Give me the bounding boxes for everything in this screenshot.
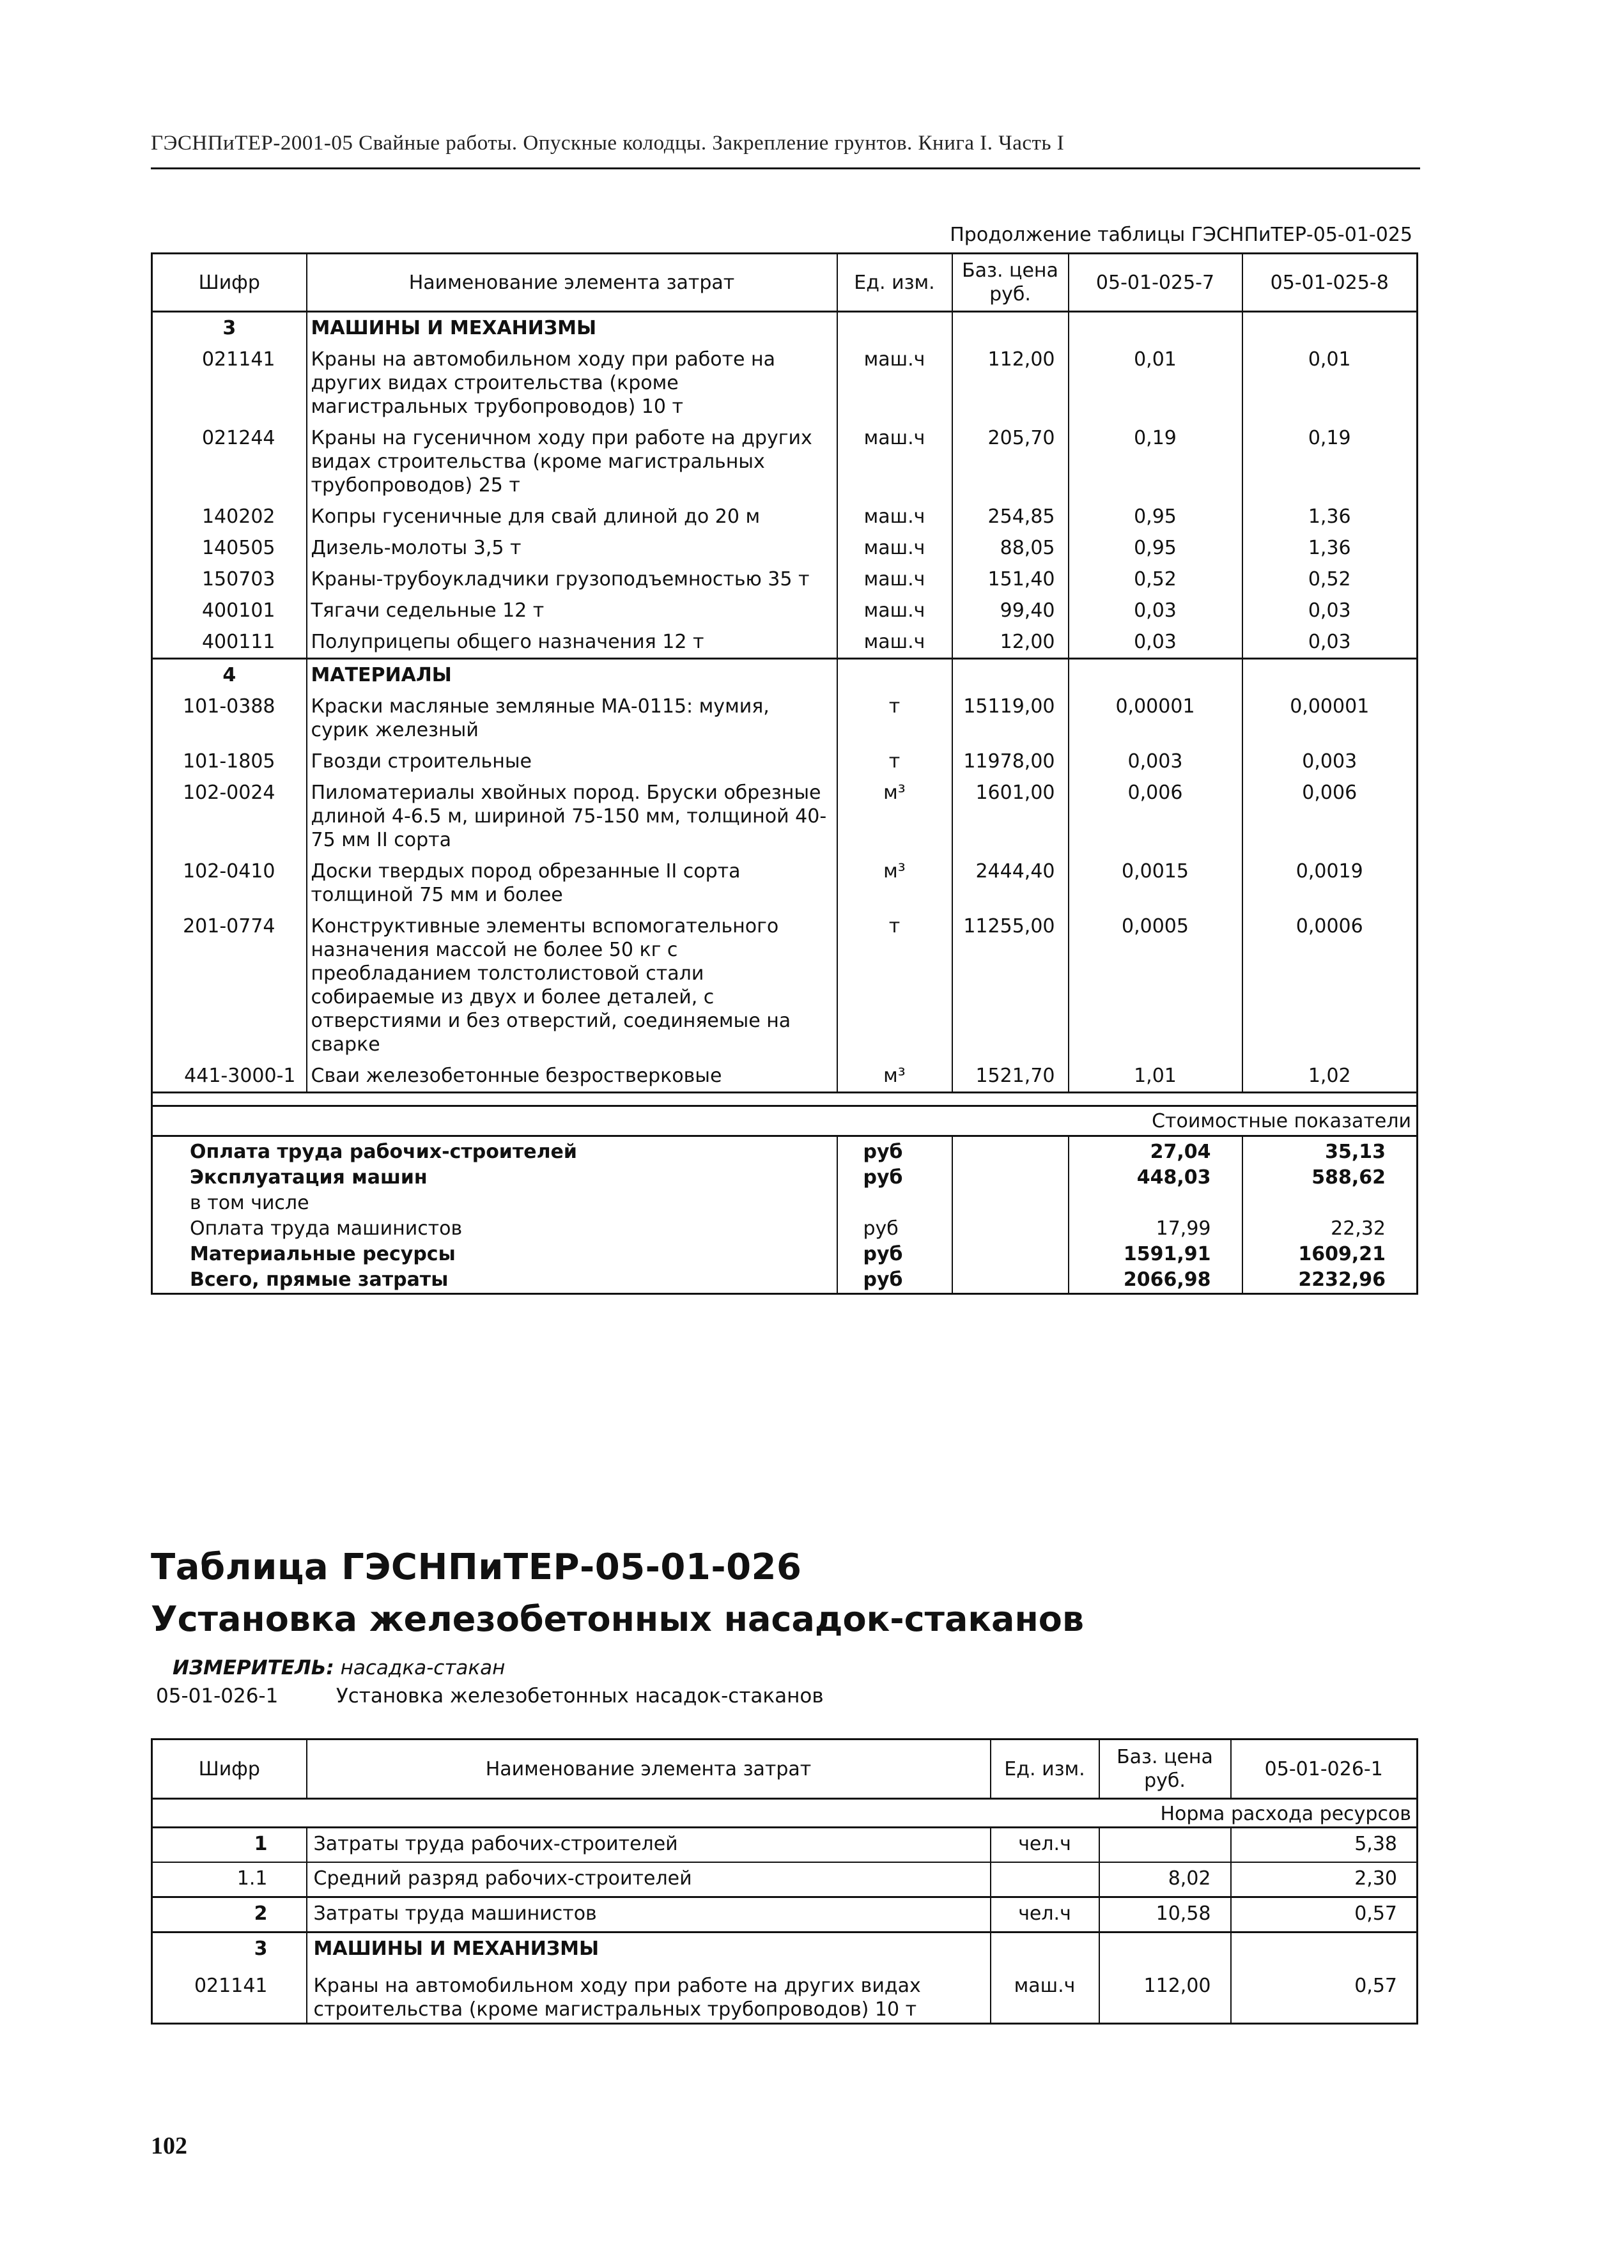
row-price: 15119,00 <box>952 691 1069 746</box>
col-name-header: Наименование элемента затрат <box>307 1740 991 1799</box>
row-code: 441-3000-1 <box>152 1060 307 1093</box>
row-unit: маш.ч <box>837 422 952 501</box>
row-unit: маш.ч <box>837 595 952 626</box>
row-name: Гвозди строительные <box>307 746 837 777</box>
row-price: 88,05 <box>952 532 1069 564</box>
summary-value-2: 22,32 <box>1331 1217 1386 1240</box>
col-price-header: Баз. цена руб. <box>952 254 1069 312</box>
row-price: 2444,40 <box>952 856 1069 911</box>
row-price <box>1099 1828 1231 1863</box>
resource-table-026 <box>151 1738 1418 2025</box>
row-norm2: 1,02 <box>1308 1065 1351 1087</box>
page-number: 102 <box>151 2133 187 2159</box>
summary-name: Оплата труда рабочих-строителей <box>152 1136 837 1166</box>
item-name: Установка железобетонных насадок-стаканов <box>336 1685 824 1708</box>
row-code: 150703 <box>152 564 307 595</box>
row-price <box>1099 1932 1231 1967</box>
col-code-header: Шифр <box>152 254 307 312</box>
summary-value-1: 27,04 <box>1069 1136 1242 1166</box>
summary-value-2: 2232,96 <box>1298 1269 1386 1291</box>
row-price: 99,40 <box>952 595 1069 626</box>
measurer-value: насадка-стакан <box>340 1656 506 1679</box>
summary-unit: руб <box>837 1216 952 1242</box>
table-row <box>152 777 1418 856</box>
row-norm1: 0,57 <box>1231 1897 1418 1932</box>
row-unit: м³ <box>837 777 952 856</box>
row-name: Краны на гусеничном ходу при работе на других видах строительства (кроме магистральных трубопроводов) 25 т <box>307 422 837 501</box>
row-unit: маш.ч <box>837 501 952 532</box>
summary-value-1 <box>1069 1191 1242 1216</box>
summary-unit: руб <box>837 1165 952 1191</box>
row-norm2: 0,03 <box>1308 631 1351 653</box>
row-price: 1521,70 <box>952 1060 1069 1093</box>
row-norm1: 0,95 <box>1069 532 1242 564</box>
row-name: Краны-трубоукладчики грузоподъемностью 35 т <box>307 564 837 595</box>
row-name: Копры гусеничные для свай длиной до 20 м <box>307 501 837 532</box>
table-subtitle: Установка железобетонных насадок-стаканов <box>151 1599 1085 1639</box>
summary-row <box>152 1267 1418 1294</box>
row-norm1: 5,38 <box>1231 1828 1418 1863</box>
row-price: 10,58 <box>1099 1897 1231 1932</box>
row-price: 11255,00 <box>952 911 1069 1060</box>
resource-table-025 <box>151 252 1418 1295</box>
row-code: 1.1 <box>152 1862 307 1897</box>
row-code: 140202 <box>152 501 307 532</box>
summary-row <box>152 1136 1418 1166</box>
row-unit: маш.ч <box>991 1966 1099 2024</box>
measurer-line <box>173 1656 505 1679</box>
table-row <box>152 691 1418 746</box>
row-name: Конструктивные элементы вспомогательного назначения массой не более 50 кг с преобладанием толстолистовой стали собираемые из двух и более деталей, с отверстиями и без отверстий, соединяемые на сварке <box>307 911 837 1060</box>
col-code-header: Шифр <box>152 1740 307 1799</box>
row-norm1 <box>1231 1932 1418 1967</box>
row-unit <box>991 1862 1099 1897</box>
row-norm2: 0,52 <box>1308 568 1351 590</box>
summary-name: Материальные ресурсы <box>190 1243 456 1265</box>
table-row <box>152 344 1418 422</box>
table-row <box>152 564 1418 595</box>
summary-value-2 <box>1242 1191 1418 1216</box>
summary-name: Эксплуатация машин <box>190 1166 428 1189</box>
row-name: Затраты труда рабочих-строителей <box>307 1828 991 1863</box>
row-norm2: 0,0019 <box>1295 860 1363 883</box>
item-line <box>156 1685 824 1708</box>
running-header: ГЭСНПиТЕР-2001-05 Свайные работы. Опускные колодцы. Закрепление грунтов. Книга I. Часть I <box>151 132 1065 155</box>
row-norm2: 1,36 <box>1308 505 1351 528</box>
row-norm2: 1,36 <box>1308 537 1351 559</box>
table-spacer <box>152 1093 1418 1106</box>
row-norm2: 0,0006 <box>1295 915 1363 937</box>
summary-value-1: 2066,98 <box>1069 1267 1242 1294</box>
continuation-caption: Продолжение таблицы ГЭСНПиТЕР-05-01-025 <box>950 224 1412 246</box>
section-row <box>152 1932 1418 1967</box>
table-header-row <box>152 1740 1418 1799</box>
row-norm1: 0,0015 <box>1069 856 1242 911</box>
row-norm2: 0,003 <box>1302 750 1357 773</box>
section-code: 3 <box>152 312 307 344</box>
item-code: 05-01-026-1 <box>156 1685 279 1708</box>
row-unit: м³ <box>837 1060 952 1093</box>
table-row <box>152 1862 1418 1897</box>
summary-value-2: 35,13 <box>1242 1136 1418 1166</box>
row-code: 101-0388 <box>152 691 307 746</box>
col-norm2-header: 05-01-025-8 <box>1242 254 1418 312</box>
row-name: Краски масляные земляные МА-0115: мумия, сурик железный <box>307 691 837 746</box>
row-code: 1 <box>152 1828 307 1863</box>
row-price: 8,02 <box>1099 1862 1231 1897</box>
summary-value-1: 448,03 <box>1069 1165 1242 1191</box>
row-unit: маш.ч <box>837 564 952 595</box>
col-norm1-header: 05-01-026-1 <box>1231 1740 1418 1799</box>
row-price: 112,00 <box>952 344 1069 422</box>
table-row <box>152 1828 1418 1863</box>
summary-caption: Стоимостные показатели <box>152 1106 1418 1136</box>
row-code: 102-0410 <box>152 856 307 911</box>
row-norm1: 0,52 <box>1069 564 1242 595</box>
section-title: МАШИНЫ И МЕХАНИЗМЫ <box>307 1932 991 1967</box>
summary-row <box>152 1216 1418 1242</box>
row-unit: т <box>837 691 952 746</box>
col-name-header: Наименование элемента затрат <box>307 254 837 312</box>
row-code: 102-0024 <box>152 777 307 856</box>
row-unit: маш.ч <box>837 344 952 422</box>
table-header-row <box>152 254 1418 312</box>
row-code: 400101 <box>152 595 307 626</box>
summary-row <box>152 1191 1418 1216</box>
row-norm2: 0,03 <box>1308 599 1351 622</box>
row-price: 112,00 <box>1099 1966 1231 2024</box>
row-code: 021141 <box>152 1966 307 2024</box>
section-title: МАШИНЫ И МЕХАНИЗМЫ <box>307 312 837 344</box>
table-title: Таблица ГЭСНПиТЕР-05-01-026 <box>151 1547 802 1588</box>
summary-unit: руб <box>837 1267 952 1294</box>
row-unit: маш.ч <box>837 626 952 659</box>
summary-unit: руб <box>837 1136 952 1166</box>
header-rule <box>151 167 1420 169</box>
row-norm1: 0,0005 <box>1069 911 1242 1060</box>
col-unit-header: Ед. изм. <box>991 1740 1099 1799</box>
table-row <box>152 1897 1418 1932</box>
row-name: Пиломатериалы хвойных пород. Бруски обрезные длиной 4-6.5 м, шириной 75-150 мм, толщиной 40-75 мм II сорта <box>307 777 837 856</box>
row-norm1: 0,01 <box>1069 344 1242 422</box>
row-norm1: 0,57 <box>1354 1975 1397 1997</box>
summary-name: Оплата труда машинистов <box>190 1217 463 1240</box>
section-code: 4 <box>152 659 307 691</box>
summary-unit: руб <box>837 1242 952 1267</box>
row-norm1: 1,01 <box>1069 1060 1242 1093</box>
summary-value-1: 17,99 <box>1069 1216 1242 1242</box>
table-row <box>152 1966 1418 2024</box>
summary-caption-row <box>152 1106 1418 1136</box>
table-row <box>152 626 1418 659</box>
row-norm2: 0,00001 <box>1290 695 1370 718</box>
section-row <box>152 659 1418 691</box>
row-norm1: 0,03 <box>1069 595 1242 626</box>
row-code: 2 <box>152 1897 307 1932</box>
table-row <box>152 501 1418 532</box>
summary-name: в том числе <box>190 1192 309 1214</box>
norma-caption-row <box>152 1799 1418 1828</box>
table-row <box>152 746 1418 777</box>
row-norm1: 0,19 <box>1069 422 1242 501</box>
row-norm2: 0,01 <box>1308 348 1351 371</box>
row-norm1: 0,00001 <box>1069 691 1242 746</box>
row-name: Сваи железобетонные безростверковые <box>307 1060 837 1093</box>
table-row <box>152 1060 1418 1093</box>
row-code: 201-0774 <box>152 911 307 1060</box>
row-name: Полуприцепы общего назначения 12 т <box>307 626 837 659</box>
section-row <box>152 312 1418 344</box>
row-unit: маш.ч <box>837 532 952 564</box>
row-unit: чел.ч <box>991 1828 1099 1863</box>
col-unit-header: Ед. изм. <box>837 254 952 312</box>
col-price-header: Баз. цена руб. <box>1099 1740 1231 1799</box>
row-code: 140505 <box>152 532 307 564</box>
row-price: 12,00 <box>952 626 1069 659</box>
row-price: 254,85 <box>952 501 1069 532</box>
summary-value-1: 1591,91 <box>1069 1242 1242 1267</box>
row-norm2: 0,19 <box>1308 427 1351 449</box>
summary-name: Всего, прямые затраты <box>190 1269 449 1291</box>
table-row <box>152 856 1418 911</box>
section-code: 3 <box>152 1932 307 1967</box>
summary-value-2: 588,62 <box>1311 1166 1386 1189</box>
row-unit <box>991 1932 1099 1967</box>
row-name: Краны на автомобильном ходу при работе на других видах строительства (кроме магистральных трубопроводов) 10 т <box>307 1966 991 2024</box>
row-norm1: 0,03 <box>1069 626 1242 659</box>
row-unit: т <box>837 746 952 777</box>
measurer-label: ИЗМЕРИТЕЛЬ: <box>173 1656 334 1679</box>
row-unit: чел.ч <box>991 1897 1099 1932</box>
row-norm1: 0,95 <box>1069 501 1242 532</box>
summary-row <box>152 1242 1418 1267</box>
row-name: Дизель-молоты 3,5 т <box>307 532 837 564</box>
section-title: МАТЕРИАЛЫ <box>307 659 837 691</box>
row-name: Краны на автомобильном ходу при работе на других видах строительства (кроме магистральных трубопроводов) 10 т <box>307 344 837 422</box>
row-price: 11978,00 <box>952 746 1069 777</box>
row-code: 021244 <box>152 422 307 501</box>
row-code: 400111 <box>152 626 307 659</box>
row-name: Тягачи седельные 12 т <box>307 595 837 626</box>
row-name: Средний разряд рабочих-строителей <box>307 1862 991 1897</box>
row-code: 101-1805 <box>152 746 307 777</box>
col-norm1-header: 05-01-025-7 <box>1069 254 1242 312</box>
row-price: 1601,00 <box>952 777 1069 856</box>
table-row <box>152 595 1418 626</box>
row-price: 151,40 <box>952 564 1069 595</box>
summary-value-2: 1609,21 <box>1298 1243 1386 1265</box>
norma-caption: Норма расхода ресурсов <box>152 1799 1418 1828</box>
summary-row <box>152 1165 1418 1191</box>
table-row <box>152 911 1418 1060</box>
row-unit: т <box>837 911 952 1060</box>
table-row <box>152 422 1418 501</box>
table-row <box>152 532 1418 564</box>
row-price: 205,70 <box>952 422 1069 501</box>
row-name: Затраты труда машинистов <box>307 1897 991 1932</box>
row-norm1: 2,30 <box>1231 1862 1418 1897</box>
row-norm1: 0,003 <box>1069 746 1242 777</box>
row-unit: м³ <box>837 856 952 911</box>
row-norm2: 0,006 <box>1302 782 1357 804</box>
row-name: Доски твердых пород обрезанные II сорта толщиной 75 мм и более <box>307 856 837 911</box>
row-norm1: 0,006 <box>1069 777 1242 856</box>
row-code: 021141 <box>152 344 307 422</box>
summary-unit <box>837 1191 952 1216</box>
